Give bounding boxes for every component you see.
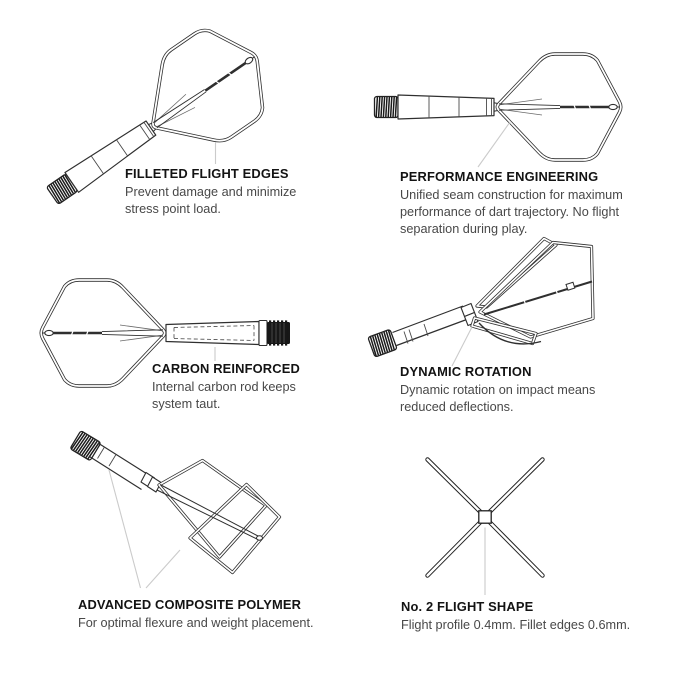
feature-title: CARBON REINFORCED bbox=[152, 361, 300, 376]
feature-title: DYNAMIC ROTATION bbox=[400, 364, 532, 379]
feature-description: Dynamic rotation on impact means reduced deflections. bbox=[400, 383, 596, 414]
leader-line bbox=[452, 327, 472, 366]
dart-flight-perspective-left-icon bbox=[70, 431, 279, 588]
feature-description: Prevent damage and minimize stress point load. bbox=[125, 185, 297, 216]
feature-performance-engineering bbox=[400, 169, 652, 237]
feature-carbon-reinforced bbox=[152, 361, 332, 413]
feature-filleted-flight-edges bbox=[125, 166, 315, 218]
leader-line bbox=[109, 470, 141, 588]
flight-cross-section-x-icon bbox=[428, 460, 543, 596]
feature-description: For optimal flexure and weight placement. bbox=[78, 616, 314, 630]
feature-title: ADVANCED COMPOSITE POLYMER bbox=[78, 597, 302, 612]
dart-flight-side-view-right-icon bbox=[375, 54, 621, 167]
feature-description: Flight profile 0.4mm. Fillet edges 0.6mm. bbox=[401, 618, 631, 632]
feature-advanced-composite-polymer bbox=[78, 597, 388, 632]
feature-title: PERFORMANCE ENGINEERING bbox=[400, 169, 599, 184]
leader-line bbox=[146, 550, 180, 588]
feature-title: FILLETED FLIGHT EDGES bbox=[125, 166, 289, 181]
feature-dynamic-rotation bbox=[400, 364, 638, 416]
feature-description: Internal carbon rod keeps system taut. bbox=[152, 380, 296, 411]
feature-title: No. 2 FLIGHT SHAPE bbox=[401, 599, 534, 614]
dart-flight-perspective-right-icon bbox=[368, 239, 593, 367]
feature-no2-flight-shape bbox=[401, 599, 663, 634]
feature-description: Unified seam construction for maximum performance of dart trajectory. No flight separation during play. bbox=[400, 188, 623, 236]
leader-line bbox=[478, 122, 510, 167]
